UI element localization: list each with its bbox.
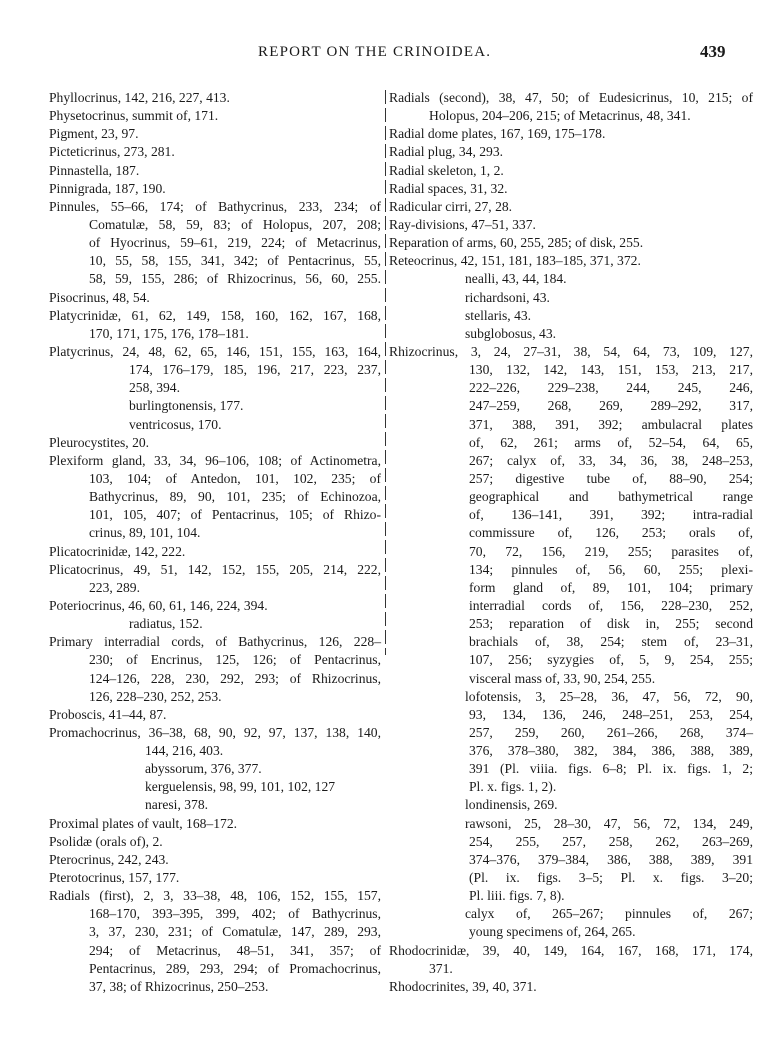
index-entry: Reparation of arms, 60, 255, 285; of disk, 255. [389, 235, 644, 251]
index-entry-continuation: 170, 171, 175, 176, 178–181. [89, 325, 249, 341]
index-entry: Radicular cirri, 27, 28. [389, 198, 513, 214]
index-entry-continuation: of, 136–141, 391, 392; intra-radial [469, 507, 753, 523]
index-entry: Radial skeleton, 1, 2. [389, 162, 504, 178]
index-entry: Proboscis, 41–44, 87. [49, 706, 167, 722]
index-subentry: abyssorum, 376, 377. [145, 761, 262, 777]
index-subentry: lofotensis, 3, 25–28, 36, 47, 56, 72, 90, [465, 688, 753, 704]
index-entry-continuation: young specimens of, 264, 265. [469, 924, 636, 940]
index-entry-continuation: 107, 256; syzygies of, 5, 9, 254, 255; [469, 652, 753, 668]
index-entry-continuation: 258, 394. [129, 380, 180, 396]
running-header [0, 44, 776, 64]
index-entry-continuation: Holopus, 204–206, 215; of Metacrinus, 48, 341. [429, 108, 691, 124]
index-subentry: radiatus, 152. [129, 616, 203, 632]
index-entry: Phyllocrinus, 142, 216, 227, 413. [49, 90, 230, 105]
page-title: REPORT ON THE CRINOIDEA. [258, 44, 492, 60]
index-entry-continuation: geographical and bathymetrical range [469, 489, 753, 505]
index-entry-continuation: 174, 176–179, 185, 196, 217, 223, 237, [129, 362, 381, 378]
index-entry-continuation: of Hyocrinus, 59–61, 219, 224; of Metacrinus, [89, 235, 381, 251]
index-entry-continuation: 371. [429, 960, 453, 976]
index-entry: Pinnules, 55–66, 174; of Bathycrinus, 233, 234; of [49, 198, 381, 214]
index-entry: Pisocrinus, 48, 54. [49, 289, 150, 305]
index-entry-continuation: crinus, 89, 101, 104. [89, 525, 201, 541]
index-entry: Psolidæ (orals of), 2. [49, 833, 163, 849]
index-subentry: nealli, 43, 44, 184. [465, 271, 567, 287]
index-entry-continuation: 247–259, 268, 269, 289–292, 317, [469, 398, 753, 414]
index-entry-continuation: 374–376, 379–384, 386, 388, 389, 391 [469, 851, 753, 867]
index-entry: Radial plug, 34, 293. [389, 144, 504, 160]
index-entry: Plexiform gland, 33, 34, 96–106, 108; of Actinometra, [49, 452, 381, 468]
index-entry-continuation: 101, 105, 407; of Pentacrinus, 105; of Rhizo- [89, 507, 381, 523]
index-subentry: ventricosus, 170. [129, 416, 222, 432]
index-subentry: burlingtonensis, 177. [129, 398, 244, 414]
index-entry: Reteocrinus, 42, 151, 181, 183–185, 371, 372. [389, 253, 641, 269]
index-entry-continuation: 130, 132, 142, 143, 151, 153, 213, 217, [469, 362, 753, 378]
index-column-right [389, 89, 753, 996]
index-entry: Proximal plates of vault, 168–172. [49, 815, 238, 831]
index-subentry: richardsoni, 43. [465, 289, 550, 305]
index-entry: Radial dome plates, 167, 169, 175–178. [389, 126, 606, 142]
index-entry-continuation: 3, 37, 230, 231; of Comatulæ, 147, 289, 293, [89, 924, 381, 940]
index-subentry: kerguelensis, 98, 99, 101, 102, 127 [145, 779, 336, 795]
index-subentry: naresi, 378. [145, 797, 209, 813]
index-entry-continuation: 168–170, 393–395, 399, 402; of Bathycrinus, [89, 906, 381, 922]
index-entry: Rhodocrinidæ, 39, 40, 149, 164, 167, 168, 171, 174, [389, 942, 753, 958]
index-subentry: subglobosus, 43. [465, 325, 557, 341]
index-subentry: rawsoni, 25, 28–30, 47, 56, 72, 134, 249, [465, 815, 753, 831]
index-entry-continuation: (Pl. ix. figs. 3–5; Pl. x. figs. 3–20; [469, 870, 753, 886]
index-entry-continuation: 10, 55, 58, 155, 341, 342; of Pentacrinus, 55, [89, 253, 381, 269]
index-subentry: stellaris, 43. [465, 307, 532, 323]
index-entry-continuation: 223, 289. [89, 579, 140, 595]
index-entry: Radial spaces, 31, 32. [389, 180, 508, 196]
index-entry: Platycrinus, 24, 48, 62, 65, 146, 151, 155, 163, 164, [49, 343, 381, 359]
index-entry: Plicatocrinidæ, 142, 222. [49, 543, 186, 559]
index-entry-continuation: 257; digestive tube of, 88–90, 254; [469, 470, 753, 486]
index-entry-continuation: visceral mass of, 33, 90, 254, 255. [469, 670, 656, 686]
index-entry: Plicatocrinus, 49, 51, 142, 152, 155, 205, 214, 222, [49, 561, 381, 577]
index-entry-continuation: 391 (Pl. viiia. figs. 6–8; Pl. ix. figs. 1, 2; [469, 761, 753, 777]
index-entry: Physetocrinus, summit of, 171. [49, 108, 219, 124]
index-entry-continuation: 126, 228–230, 252, 253. [89, 688, 222, 704]
index-entry: Promachocrinus, 36–38, 68, 90, 92, 97, 137, 138, 140, [49, 724, 381, 740]
index-entry-continuation: commissure of, 126, 253; orals of, [469, 525, 753, 541]
index-entry: Radials (second), 38, 47, 50; of Eudesicrinus, 10, 215; of [389, 90, 753, 105]
index-entry-continuation: 253; reparation of disk in, 255; second [469, 616, 753, 632]
index-entry: Platycrinidæ, 61, 62, 149, 158, 160, 162, 167, 168, [49, 307, 381, 323]
index-entry-continuation: Comatulæ, 58, 59, 83; of Holopus, 207, 208; [89, 216, 381, 232]
index-column-left [49, 89, 381, 996]
index-entry-continuation: 230; of Encrinus, 125, 126; of Pentacrinus, [89, 652, 381, 668]
index-entry: Picteticrinus, 273, 281. [49, 144, 175, 160]
index-entry-continuation: Pentacrinus, 289, 293, 294; of Promachocrinus, [89, 960, 381, 976]
column-divider [385, 90, 386, 655]
index-entry-continuation: 93, 134, 136, 246, 248–251, 253, 254, [469, 706, 753, 722]
index-entry: Rhizocrinus, 3, 24, 27–31, 38, 54, 64, 73, 109, 127, [389, 343, 753, 359]
index-entry: Ray-divisions, 47–51, 337. [389, 216, 536, 232]
index-entry: Pinnastella, 187. [49, 162, 140, 178]
index-entry: Rhodocrinites, 39, 40, 371. [389, 978, 537, 994]
index-entry-continuation: brachials of, 38, 254; stem of, 23–31, [469, 634, 753, 650]
index-entry-continuation: 124–126, 228, 230, 292, 293; of Rhizocrinus, [89, 670, 381, 686]
index-entry-continuation: 254, 255, 257, 258, 262, 263–269, [469, 833, 753, 849]
index-subentry: calyx of, 265–267; pinnules of, 267; [465, 906, 753, 922]
index-entry-continuation: 58, 59, 155, 286; of Rhizocrinus, 56, 60, 255. [89, 271, 381, 287]
index-entry-continuation: 144, 216, 403. [145, 743, 224, 759]
index-entry: Primary interradial cords, of Bathycrinus, 126, 228– [49, 634, 381, 650]
page-number: 439 [700, 42, 726, 61]
index-entry-continuation: 103, 104; of Antedon, 101, 102, 235; of [89, 470, 381, 486]
index-entry-continuation: Pl. liii. figs. 7, 8). [469, 888, 565, 904]
index-subentry: londinensis, 269. [465, 797, 558, 813]
index-entry-continuation: 70, 72, 156, 219, 255; parasites of, [469, 543, 753, 559]
index-entry-continuation: interradial cords of, 156, 228–230, 252, [469, 597, 753, 613]
index-entry: Pterocrinus, 242, 243. [49, 851, 169, 867]
index-entry-continuation: form gland of, 89, 101, 104; primary [469, 579, 753, 595]
index-entry-continuation: 294; of Metacrinus, 48–51, 341, 357; of [89, 942, 381, 958]
index-entry-continuation: Pl. x. figs. 1, 2). [469, 779, 557, 795]
index-entry: Pigment, 23, 97. [49, 126, 139, 142]
index-entry-continuation: 134; pinnules of, 56, 60, 255; plexi- [469, 561, 753, 577]
index-entry-continuation: 376, 378–380, 382, 384, 386, 388, 389, [469, 743, 753, 759]
index-entry-continuation: of, 62, 261; arms of, 52–54, 64, 65, [469, 434, 753, 450]
index-entry: Pleurocystites, 20. [49, 434, 150, 450]
index-entry-continuation: 267; calyx of, 33, 34, 36, 38, 248–253, [469, 452, 753, 468]
index-entry-continuation: 257, 259, 260, 261–266, 268, 374– [469, 724, 753, 740]
index-entry: Radials (first), 2, 3, 33–38, 48, 106, 152, 155, 157, [49, 888, 381, 904]
index-entry: Pterotocrinus, 157, 177. [49, 870, 180, 886]
index-entry-continuation: 371, 388, 391, 392; ambulacral plates [469, 416, 753, 432]
index-entry-continuation: 222–226, 229–238, 244, 245, 246, [469, 380, 753, 396]
index-entry-continuation: Bathycrinus, 89, 90, 101, 235; of Echinozoa, [89, 489, 381, 505]
index-entry-continuation: 37, 38; of Rhizocrinus, 250–253. [89, 978, 269, 994]
index-entry: Poteriocrinus, 46, 60, 61, 146, 224, 394. [49, 597, 268, 613]
index-entry: Pinnigrada, 187, 190. [49, 180, 166, 196]
